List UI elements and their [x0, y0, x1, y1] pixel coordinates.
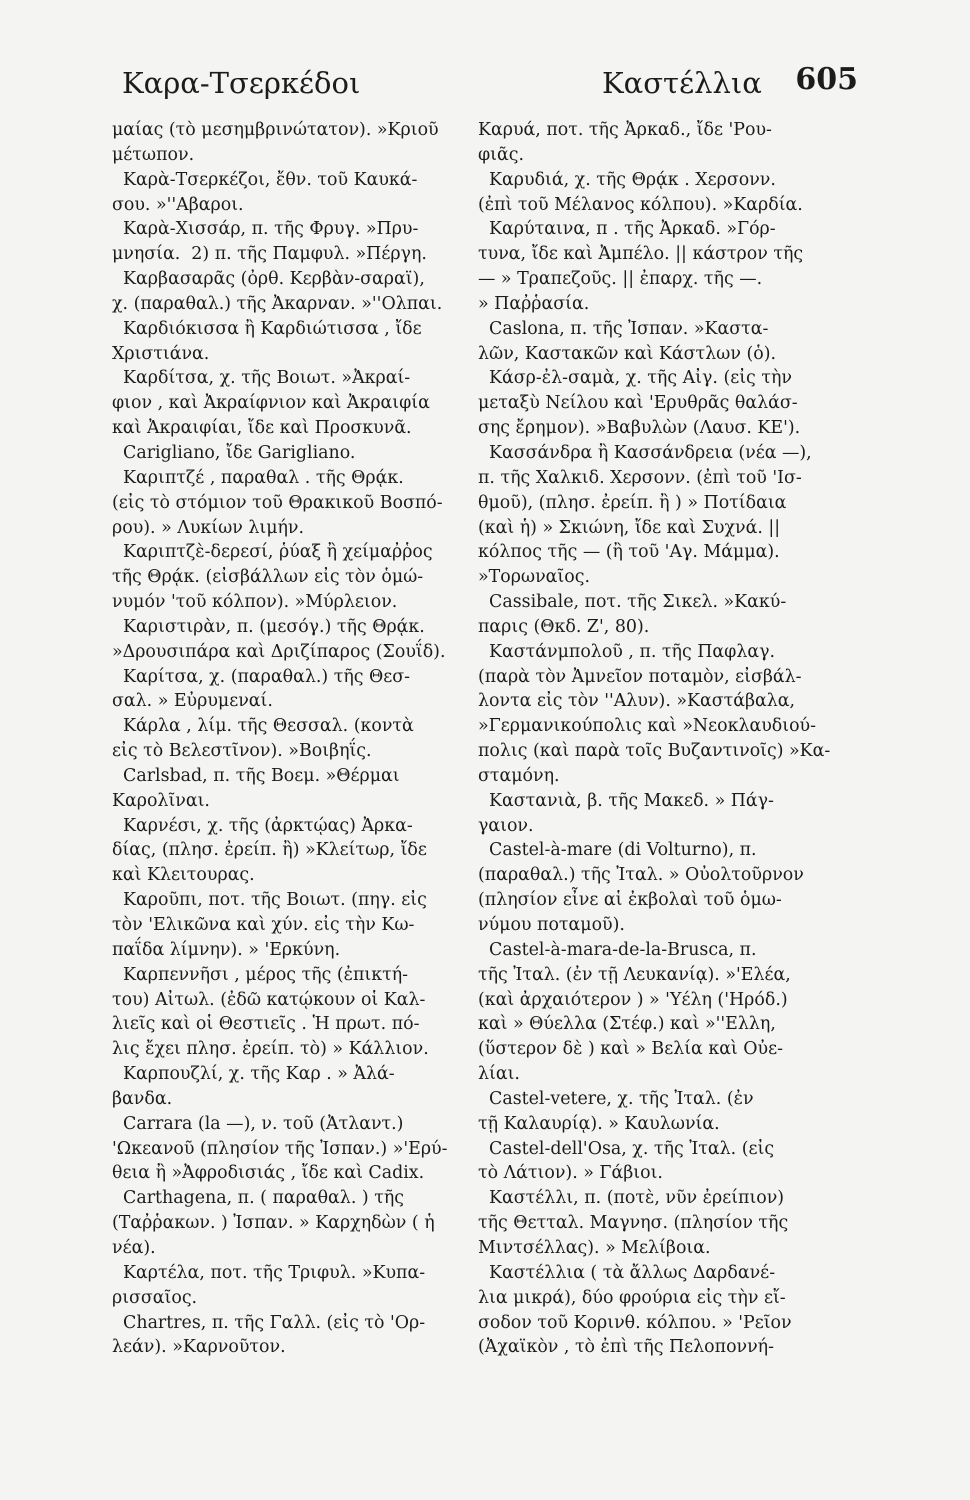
text-line: Καρβασαρᾶς (ὀρθ. Κερβὰν-σαραϊ), [112, 269, 425, 290]
text-line: Carthagena, π. ( παραθαλ. ) τῆς [112, 1188, 404, 1209]
text-line: καὶ » Θύελλα (Στέφ.) καὶ »''Ελλη, [478, 1014, 776, 1035]
text-line: σαλ. » Εὐρυμεναί. [112, 691, 273, 712]
text-line: » Παῤῥασία. [478, 293, 590, 314]
left-column [112, 118, 457, 1360]
text-line: τῇ Καλαυρίᾳ). » Καυλωνία. [478, 1113, 720, 1134]
text-line: μνησία. 2) π. τῆς Παμφυλ. »Πέργη. [112, 244, 427, 265]
text-line: φιον , καὶ Ἀκραίφνιον καὶ Ἀκραιφία [112, 393, 430, 414]
text-line: Καρτέλα, ποτ. τῆς Τριφυλ. »Κυπα- [112, 1262, 426, 1283]
text-line: πολις (καὶ παρὰ τοῖς Βυζαντινοῖς) »Κα- [478, 741, 831, 762]
text-line: καὶ Ἀκραιφίαι, ἴδε καὶ Προσκυνᾶ. [112, 418, 412, 439]
text-line: θμοῦ), (πλησ. ἐρείπ. ἢ ) » Ποτίδαια [478, 492, 787, 513]
text-line: παΐδα λίμνην). » 'Ερκύνη. [112, 939, 341, 960]
text-line: χ. (παραθαλ.) τῆς Ἀκαρναν. »''Ολπαι. [112, 293, 443, 314]
text-line: Καριπτζέ , παραθαλ . τῆς Θρᾴκ. [112, 467, 404, 488]
text-line: Καριπτζὲ-δερεσί, ῥύαξ ἢ χείμαῤῥος [112, 542, 433, 563]
text-line: Καρπεννῆσι , μέρος τῆς (ἐπικτή- [112, 964, 409, 985]
text-line: νύμου ποταμοῦ). [478, 915, 625, 935]
text-line: λις ἔχει πλησ. ἐρείπ. τὸ) » Κάλλιον. [112, 1039, 429, 1060]
text-line: »Τορωναῖος. [478, 567, 590, 588]
text-line: (καὶ ἀρχαιότερον ) » 'Υέλη ('Ηρόδ.) [478, 989, 788, 1010]
text-line: νέα). [112, 1237, 156, 1258]
text-line: Καστέλλι, π. (ποτὲ, νῦν ἐρείπιον) [478, 1188, 785, 1209]
text-line: Χριστιάνα. [112, 343, 210, 364]
text-line: (παραθαλ.) τῆς Ἰταλ. » Οὐολτοῦρνον [478, 865, 804, 886]
text-line: λῶν, Καστακῶν καὶ Κάστλων (ὁ). [478, 343, 777, 364]
text-line: Castel-à-mara-de-la-Brusca, π. [478, 939, 757, 960]
text-line: Καρολῖναι. [112, 790, 210, 811]
text-line: Caslona, π. τῆς Ἰσπαν. »Καστα- [478, 318, 769, 339]
text-line: γαιον. [478, 815, 534, 836]
text-line: σου. »''Αβαροι. [112, 194, 244, 215]
text-line: εἰς τὸ Βελεστῖνον). »Βοιβηΐς. [112, 741, 372, 762]
text-line: Κάσρ-ἐλ-σαμὰ, χ. τῆς Αἰγ. (εἰς τὴν [478, 368, 792, 389]
text-line: τῆς Θρᾴκ. (εἰσβάλλων εἰς τὸν ὁμώ- [112, 567, 424, 588]
text-line: Καριστιρὰν, π. (μεσόγ.) τῆς Θρᾴκ. [112, 616, 425, 637]
text-line: — » Τραπεζοῦς. || ἐπαρχ. τῆς —. [478, 269, 763, 290]
text-line: Καρυδιά, χ. τῆς Θρᾴκ . Χερσονν. [478, 169, 776, 190]
text-line: Carlsbad, π. τῆς Βοεμ. »Θέρμαι [112, 765, 400, 786]
text-line: τὸ Λάτιον). » Γάβιοι. [478, 1163, 663, 1184]
text-line: (Ἀχαϊκὸν , τὸ ἐπὶ τῆς Πελοποννή- [478, 1337, 774, 1358]
text-line: Μιντσέλλας). » Μελίβοια. [478, 1237, 711, 1258]
text-line: τυνα, ἴδε καὶ Ἀμπέλο. || κάστρον τῆς [478, 244, 804, 265]
text-line: ρισσαῖος. [112, 1287, 198, 1308]
text-line: κόλπος τῆς — (ἢ τοῦ 'Αγ. Μάμμα). [478, 542, 780, 563]
text-line: 'Ωκεανοῦ (πλησίον τῆς Ἰσπαν.) »'Ερύ- [112, 1138, 448, 1159]
text-line: (εἰς τὸ στόμιον τοῦ Θρακικοῦ Βοσπό- [112, 492, 443, 513]
text-line: Κασσάνδρα ἢ Κασσάνδρεια (νέα —), [478, 442, 812, 463]
text-line: μέτωπον. [112, 144, 195, 165]
text-line: σοδον τοῦ Κορινθ. κόλπου. » 'Ρεῖον [478, 1312, 792, 1333]
text-line: λιεῖς καὶ οἱ Θεστιεῖς . Ἡ πρωτ. πό- [112, 1014, 420, 1035]
text-line: Κάρλα , λίμ. τῆς Θεσσαλ. (κοντὰ [112, 716, 414, 737]
text-line: Carrara (la —), ν. τοῦ (Ἀτλαντ.) [112, 1113, 404, 1134]
text-line: Καρύταινα, π . τῆς Ἀρκαδ. »Γόρ- [478, 219, 776, 240]
text-line: (πλησίον εἶνε αἱ ἐκβολαὶ τοῦ ὁμω- [478, 890, 782, 911]
text-line: θεια ἢ »Ἀφροδισιάς , ἴδε καὶ Cadix. [112, 1163, 425, 1184]
text-line: Castel-vetere, χ. τῆς Ἰταλ. (ἐν [478, 1088, 754, 1109]
right-column [478, 118, 868, 1360]
text-line: Καστάνμπολοῦ , π. τῆς Παφλαγ. [478, 641, 776, 662]
text-line: (ἐπὶ τοῦ Μέλανος κόλπου). »Καρδία. [478, 194, 803, 215]
text-line: Καρὰ-Τσερκέζοι, ἔθν. τοῦ Καυκά- [112, 169, 418, 190]
text-line: φιᾶς. [478, 144, 525, 165]
text-line: Καρδίτσα, χ. τῆς Βοιωτ. »Ἀκραί- [112, 368, 411, 389]
text-line: λίαι. [478, 1064, 520, 1085]
text-line: »Γερμανικούπολις καὶ »Νεοκλαυδιού- [478, 716, 817, 737]
text-line: Καρνέσι, χ. τῆς (ἀρκτῴας) Ἀρκα- [112, 815, 413, 836]
text-line: Καρδιόκισσα ἢ Καρδιώτισσα , ἴδε [112, 318, 422, 339]
text-line: βανδα. [112, 1088, 173, 1109]
text-line: Castel-dell'Osa, χ. τῆς Ἰταλ. (εἰς [478, 1138, 775, 1159]
text-line: νυμόν 'τοῦ κόλπον). »Μύρλειον. [112, 592, 398, 613]
text-line: Καρίτσα, χ. (παραθαλ.) τῆς Θεσ- [112, 666, 411, 687]
text-line: Καστέλλια ( τὰ ἄλλως Δαρδανέ- [478, 1262, 776, 1283]
header-left-guideword: Καρα-Τσερκέδοι [122, 66, 361, 100]
text-line: καὶ Κλειτουρας. [112, 865, 255, 886]
text-line: του) Αἰτωλ. (ἐδῶ κατῴκουν οἱ Καλ- [112, 989, 426, 1010]
text-line: τὸν 'Ελικῶνα καὶ χύν. εἰς τὴν Κω- [112, 915, 415, 935]
text-line: Carigliano, ἴδε Garigliano. [112, 442, 356, 463]
text-line: τῆς Ἰταλ. (ἐν τῇ Λευκανίᾳ). »'Ελέα, [478, 964, 791, 985]
header-right-guideword: Καστέλλια [602, 66, 762, 100]
text-line: λοντα εἰς τὸν ''Αλυν). »Καστάβαλα, [478, 691, 796, 712]
page-number: 605 [795, 62, 858, 97]
text-line: (ὕστερον δὲ ) καὶ » Βελία καὶ Οὐε- [478, 1039, 783, 1060]
text-line: »Δρουσιπάρα καὶ Δριζίπαρος (Σουΐδ). [112, 641, 446, 662]
text-line: σης ἔρημον). »Βαβυλὼν (Λαυσ. ΚΕ'). [478, 418, 801, 439]
page-header [112, 60, 858, 108]
text-line: λια μικρά), δύο φρούρια εἰς τὴν εἴ- [478, 1287, 786, 1308]
text-line: Καροῦπι, ποτ. τῆς Βοιωτ. (πηγ. εἰς [112, 890, 427, 911]
text-line: Καρὰ-Χισσάρ, π. τῆς Φρυγ. »Πρυ- [112, 219, 419, 240]
text-line: παρις (Θκδ. Ζ', 80). [478, 616, 650, 637]
text-line: Καρυά, ποτ. τῆς Ἀρκαδ., ἴδε 'Ρου- [478, 120, 772, 140]
text-line: Καρπουζλί, χ. τῆς Καρ . » Ἀλά- [112, 1064, 395, 1085]
text-line: Castel-à-mare (di Volturno), π. [478, 840, 757, 861]
text-line: Καστανιὰ, β. τῆς Μακεδ. » Πάγ- [478, 790, 774, 811]
text-line: (Ταῤῥακων. ) Ἰσπαν. » Καρχηδὼν ( ἡ [112, 1213, 435, 1234]
text-line: σταμόνη. [478, 765, 560, 786]
text-line: ρου). » Λυκίων λιμήν. [112, 517, 305, 538]
text-line: Chartres, π. τῆς Γαλλ. (εἰς τὸ 'Ορ- [112, 1312, 426, 1333]
text-line: Cassibale, ποτ. τῆς Σικελ. »Κακύ- [478, 592, 787, 613]
text-line: λεάν). »Καρνοῦτον. [112, 1337, 286, 1358]
text-line: (καὶ ἡ) » Σκιώνη, ἴδε καὶ Συχνά. || [478, 517, 781, 538]
text-line: μαίας (τὸ μεσημβρινώτατον). »Κριοῦ [112, 120, 439, 140]
text-line: τῆς Θετταλ. Μαγνησ. (πλησίον τῆς [478, 1213, 789, 1234]
text-line: μεταξὺ Νείλου καὶ 'Ερυθρᾶς θαλάσ- [478, 393, 798, 414]
text-line: π. τῆς Χαλκιδ. Χερσονν. (ἐπὶ τοῦ 'Ισ- [478, 467, 802, 488]
text-line: δίας, (πλησ. ἐρείπ. ἢ) »Κλείτωρ, ἴδε [112, 840, 427, 861]
text-line: (παρὰ τὸν Ἀμνεῖον ποταμὸν, εἰσβάλ- [478, 666, 802, 687]
